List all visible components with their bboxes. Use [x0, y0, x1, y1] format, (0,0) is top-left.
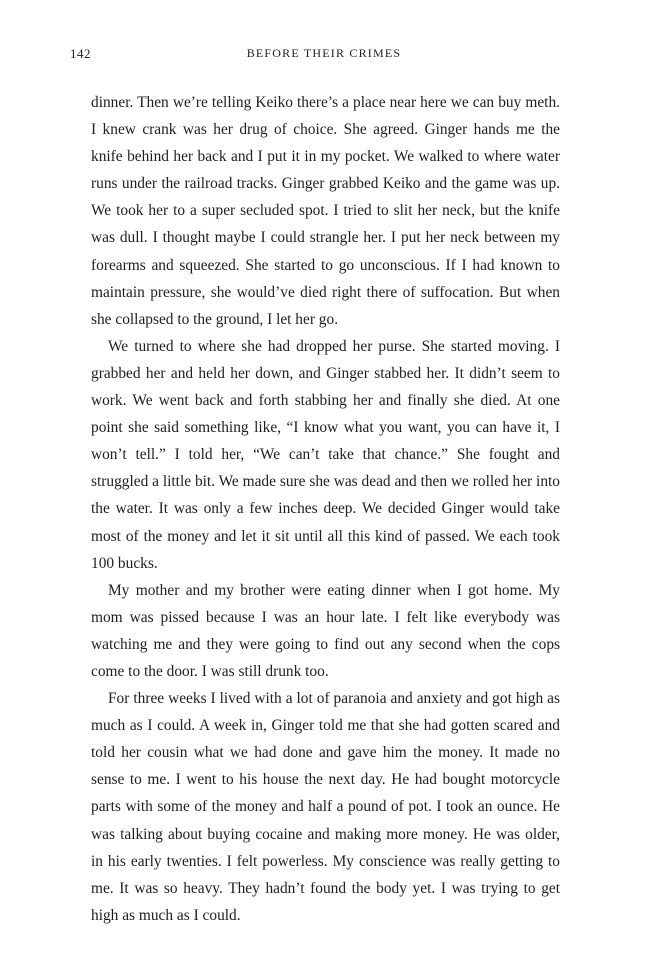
- paragraph-4: For three weeks I lived with a lot of paranoia and anxiety and got high as much as I could. A week in, Ginger told me that she had gotten scared and told her cousin what we had done and gave him the money. It made no sense to me. I went to his house the next day. He had bought motorcycle parts with some of the money and half a pound of pot. I took an ounce. He was talking about buying cocaine and making more money. He was older, in his early twenties. I felt powerless. My conscience was really getting to me. It was so heavy. They hadn’t found the body yet. I was trying to get high as much as I could.: [91, 690, 560, 924]
- page-number: 142: [70, 46, 91, 61]
- paragraph-1: dinner. Then we’re telling Keiko there’s a place near here we can buy meth. I knew crank was her drug of choice. She agreed. Ginger hands me the knife behind her back and I put it in my pocket. We walked to where water runs under the railroad tracks. Ginger grabbed Keiko and the game was up. We took her to a super secluded spot. I tried to slit her neck, but the knife was dull. I thought maybe I could strangle her. I put her neck between my forearms and squeezed. She started to go unconscious. If I had known to maintain pressure, she would’ve died right there of suffocation. But when she collapsed to the ground, I let her go.: [91, 94, 560, 328]
- paragraph-2: We turned to where she had dropped her purse. She started moving. I grabbed her and held her down, and Ginger stabbed her. It didn’t seem to work. We went back and forth stabbing her and finally she died. At one point she said something like, “I know what you want, you can have it, I won’t tell.” I told her, “We can’t take that chance.” She fought and struggled a little bit. We made sure she was dead and then we rolled her into the water. It was only a few inches deep. We decided Ginger would take most of the money and let it sit until all this kind of passed. We each took 100 bucks.: [91, 337, 560, 572]
- paragraph-3: My mother and my brother were eating dinner when I got home. My mom was pissed because I was an hour late. I felt like everybody was watching me and they were going to find out any second when the cops come to the door. I was still drunk too.: [91, 581, 560, 680]
- body-text: [91, 89, 560, 929]
- book-title: BEFORE THEIR CRIMES: [246, 46, 402, 60]
- running-head: [70, 46, 578, 64]
